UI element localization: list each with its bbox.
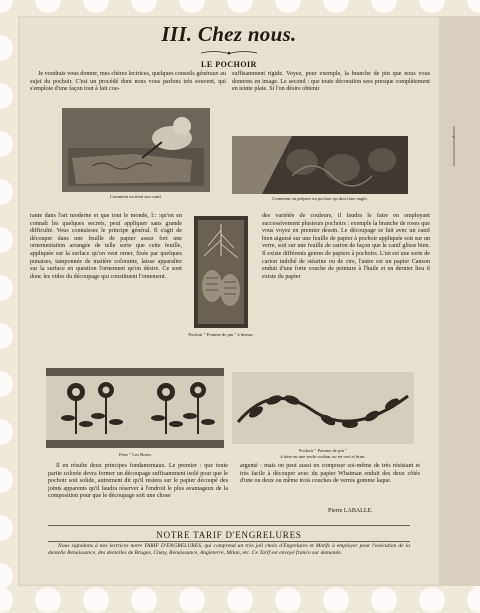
ornament-divider-icon (199, 50, 259, 56)
intro-left-text: Je voudrais vous donner, mes chères lectrices, quelques conseils généraux au sujet du pochoir. C'est un procédé dont nous vous parlons très souvent, qui s'emploie d'une façon tout à fait cou- (30, 71, 226, 93)
figure-2-caption: Comment on prépare un pochoir qu doit faire angle. (272, 196, 368, 201)
bottom-left-text: Il en résulte deux principes fondamentaux. Le premier : que toute partie colorée devra former un découpage suffisamment isolé pour que le pochoir soit solide, autrement dit qu'il restera sur le papier découpé des joints apparents qu'il faudra réserver à l'endroit le plus avantageux de la composition pour que le découpage soit une chose (48, 463, 228, 500)
column-2-text: des variétés de couleurs, il faudra le faire en employant successivement plusieurs pochoirs : exemple la branche de roses que vous voyez en premier dessin. Le découpage se fait avec un canif bien aiguisé sur une feuille de papier à pochoir appliquée soit sur un verre, soit sur une feuille de carton de façon que le canif glisse bien. Il existe différents genres de papiers à pochoirs. L'un est une sorte de carton imbibé de stéarine ou de cire, l'autre est un papier Canson enduit d'une forte couche de peinture à l'huile et en dernier lieu il existe du papier (262, 213, 431, 280)
magazine-page (18, 16, 440, 586)
roses-frieze-photo (46, 368, 224, 448)
bottom-right-text: argenté : mais on peut aussi en composer soi-même de très résistant et très facile à découper avec du papier Whatman enduit des deux côtés d'une ou deux ou même trois couches de vernis gomme laque. (240, 463, 420, 485)
intro-right-text: suffisamment rigide. Voyez, pour exemple, la branche de pin que nous vous donnons en image. Le second : que toute décoration sera presque complètement en teinte plate. Si l'on désire obtenir (232, 71, 430, 93)
divider-top (48, 525, 410, 526)
figure-4-caption: Frise " Les Roses (118, 452, 152, 457)
article-subtitle: LE POCHOIR (201, 60, 257, 69)
divider-under-tarif-title (48, 541, 410, 542)
knife-handling-photo (62, 108, 210, 192)
column-1-text: rante dans l'art moderne et que tout le monde, l:: :qu'on en connaît les quelques secrets, peut appliquer sans grande difficulté. Vous connaissez le principe général. Il s'agit de découper dans une feuille de papier assez fort une ornementation arrangée de telle sorte que cette feuille, appliquée sur la surface qu'on veut orner, fixée par quelques punaises, tamponnée de matière colorante, laisse apparaître sur la surface en question l'ornement qu'on désire. Ce sont donc les vides du découpage qui constituent l'ornement. (30, 213, 182, 280)
figure-3-caption: Pochoir " Pomme de pin " à biseau. (188, 332, 254, 337)
tarif-title: NOTRE TARIF D'ENGRELURES (156, 530, 302, 540)
binding-pin-icon (440, 16, 480, 586)
page-edge (440, 16, 480, 586)
pine-cone-stencil-photo (194, 216, 248, 328)
figure-5-caption-line-2: à faire en une seule couleur ou en vert et brun. (280, 454, 366, 459)
figure-1-caption: Comment on tient son canif. (109, 194, 163, 199)
pine-cone-frieze-photo (232, 372, 414, 444)
page-title: III. Chez nous. (161, 22, 297, 46)
figure-5-caption-line-1: Pochoir " Pomme de pin " (298, 448, 348, 453)
tarif-text: Nous signalons à nos lectrices notre TARIF D'ENGRELURES, qui comprend un très joli choix d'Engrelures et Motifs à employer pour l'exécution de la dentelle Renaissance, des dentelles de Bruges, Cluny, Renaissance, Angleterre, Milan, etc. Ce Tarif est envoyé franco sur demande. (48, 543, 410, 556)
author-signature: Pierre LABALLE. (328, 508, 373, 514)
stencil-corner-photo (232, 136, 408, 194)
